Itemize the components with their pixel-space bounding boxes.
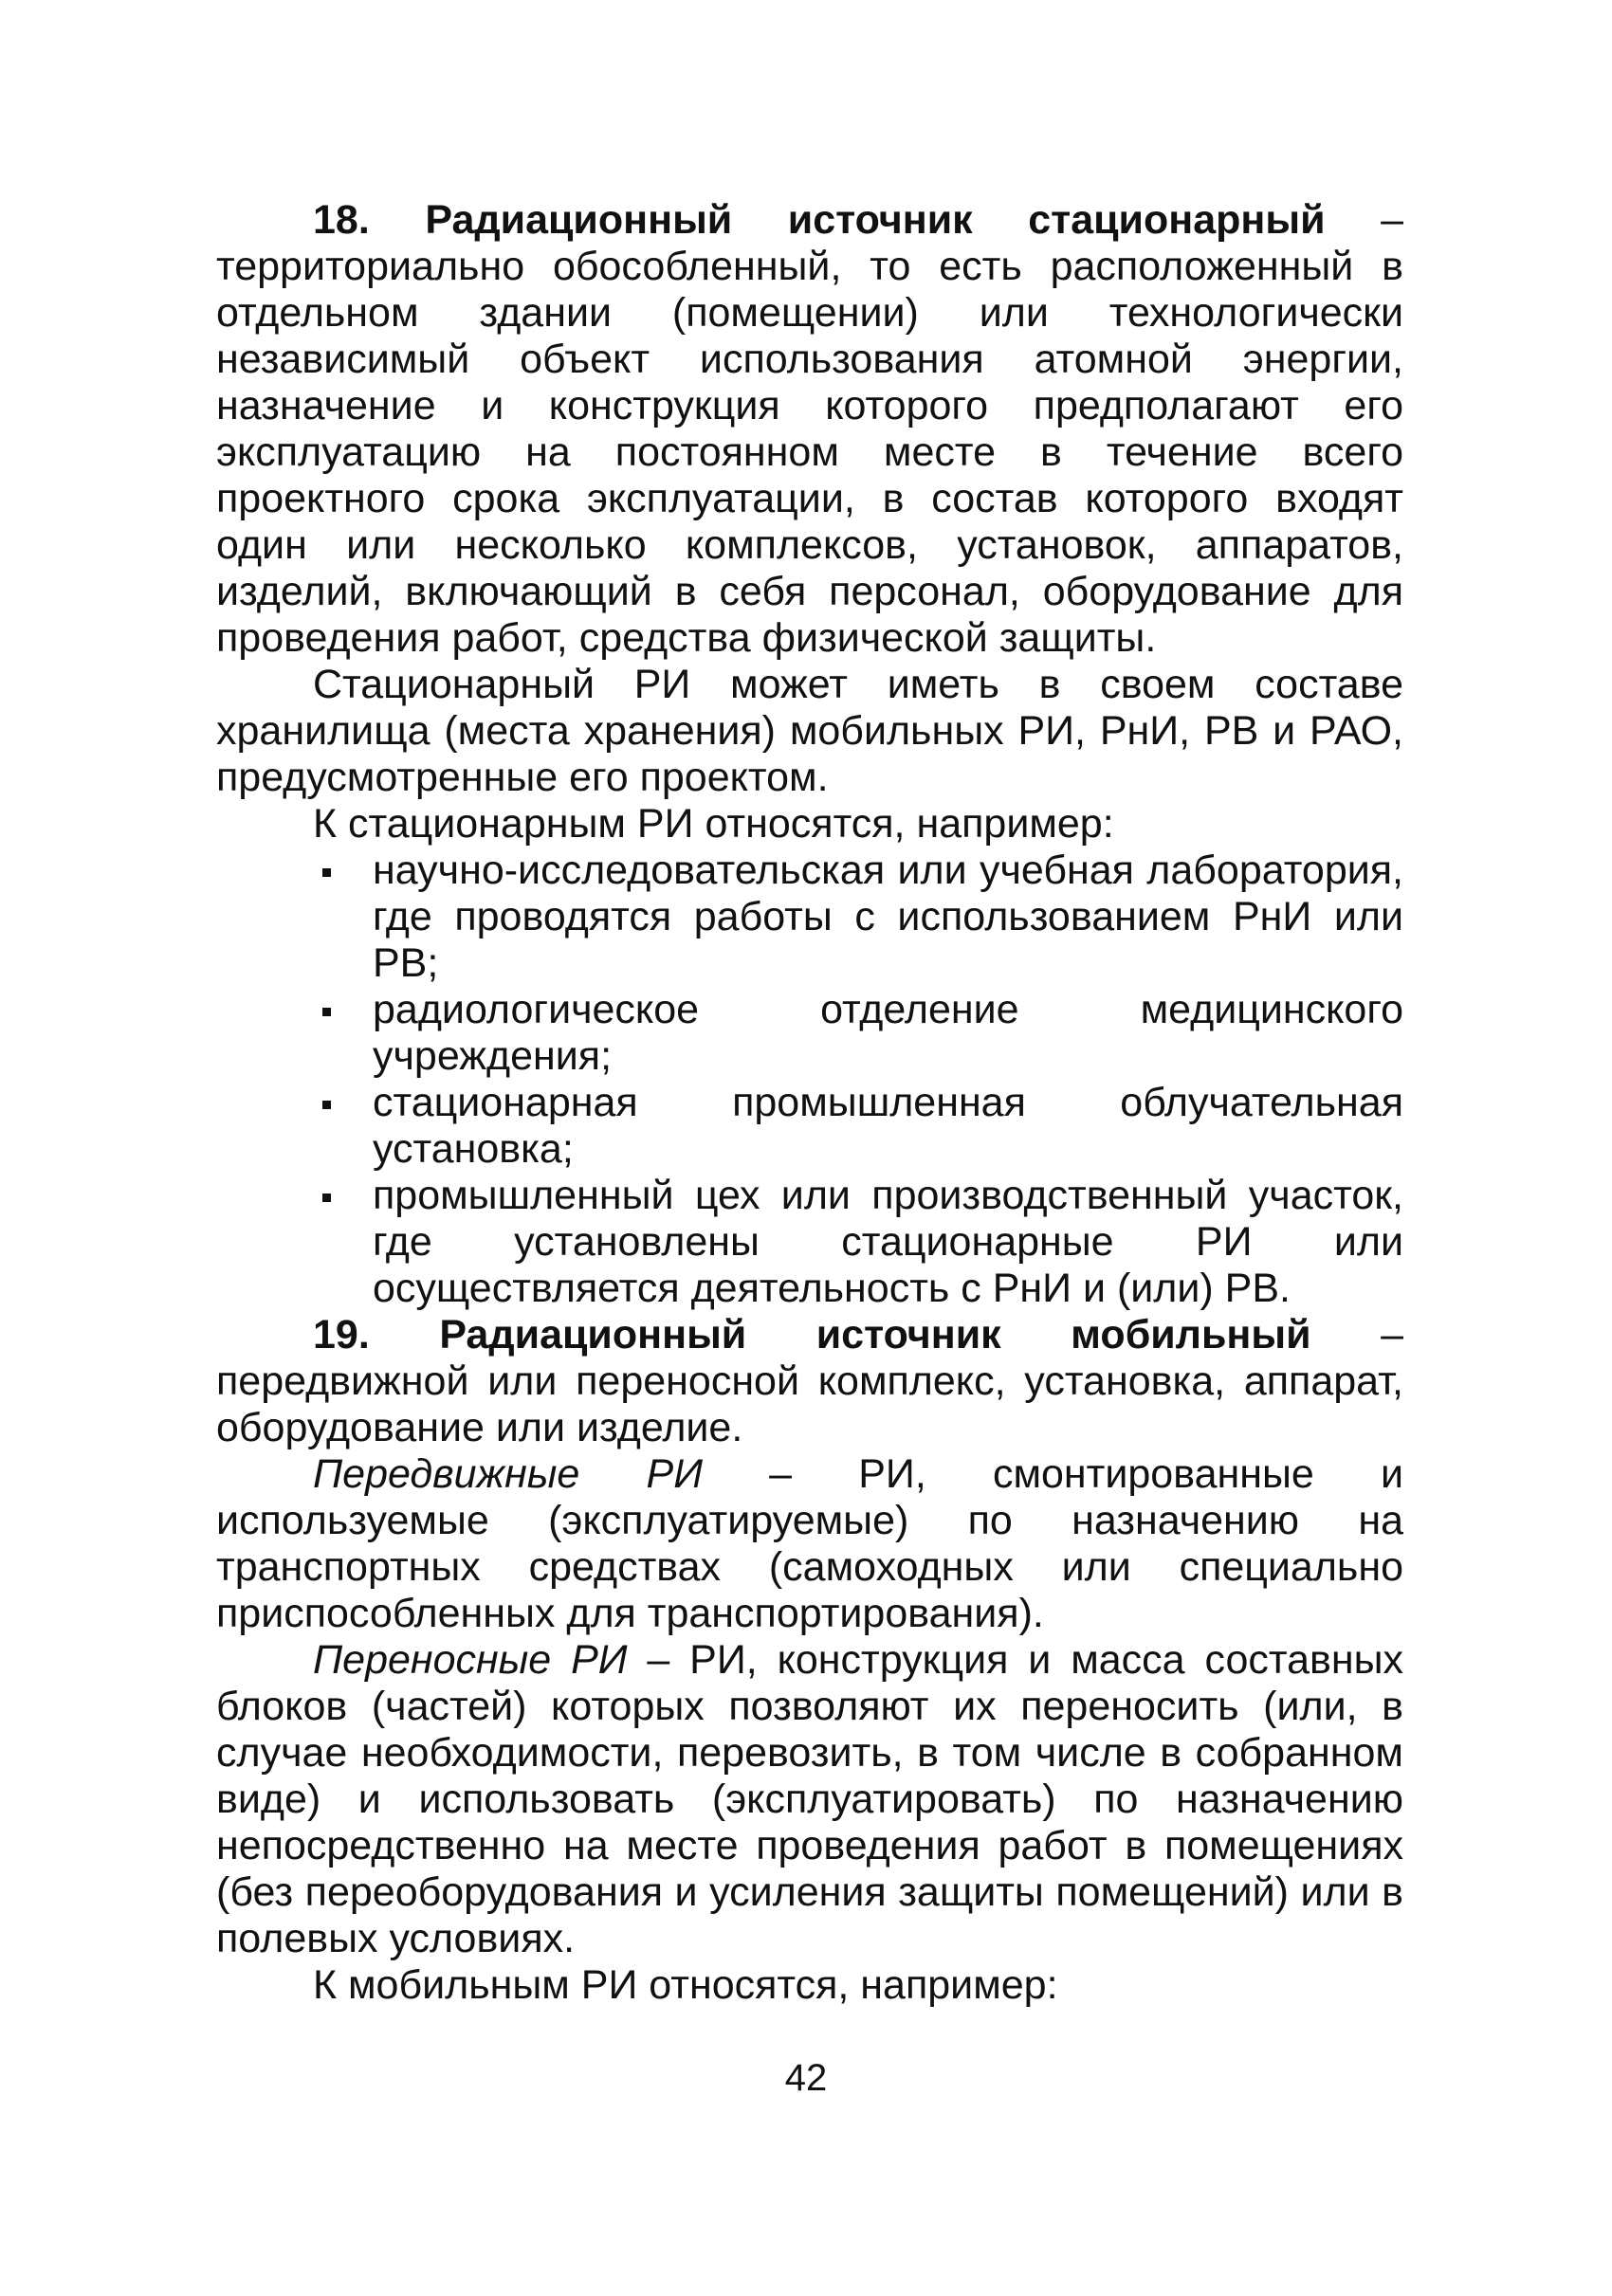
section-18-stationary-storage: Стационарный РИ может иметь в своем составе хранилища (места хранения) мобильных РИ, РнИ, РВ и РАО, предусмотренные его проектом. xyxy=(216,662,1403,800)
list-item-text: промышленный цех или производственный участок, где установлены стационарные РИ или осуществляется деятельность с РнИ и (или) РВ. xyxy=(373,1173,1403,1311)
section-18-list-intro: К стационарным РИ относятся, например: xyxy=(313,801,1114,847)
section-19-number: 19. xyxy=(313,1312,370,1358)
mobile-ri-term: Передвижные РИ xyxy=(313,1451,703,1497)
portable-ri-paragraph xyxy=(216,1637,1403,1962)
portable-ri-definition: – РИ, конструкция и масса составных блоков (частей) которых позволяют их переносить (или, в случае необходимости, перевозить, в том числе в собранном виде) и использовать (эксплуатировать) по назначению непосредственно на месте проведения работ в помещениях (без переоборудования и усиления защиты помещений) или в полевых условиях. xyxy=(216,1637,1403,1961)
bullet-icon xyxy=(322,868,331,877)
list-item xyxy=(216,1173,1403,1312)
portable-ri-term: Переносные РИ xyxy=(313,1637,628,1683)
section-19-paragraph xyxy=(216,1312,1403,1451)
section-18-paragraph xyxy=(216,197,1403,662)
section-19-list-intro: К мобильным РИ относятся, например: xyxy=(313,1962,1058,2008)
stationary-examples-list xyxy=(216,847,1403,1312)
mobile-ri-paragraph xyxy=(216,1451,1403,1637)
list-item xyxy=(216,847,1403,987)
list-item xyxy=(216,1080,1403,1173)
list-item-text: радиологическое отделение медицинского учреждения; xyxy=(373,987,1403,1079)
section-19-definition: – передвижной или переносной комплекс, установка, аппарат, оборудование или изделие. xyxy=(216,1312,1403,1450)
page-number: 42 xyxy=(784,2057,828,2099)
section-18-number: 18. xyxy=(313,197,370,243)
page-body xyxy=(216,197,1403,2009)
section-18-definition: – территориально обособленный, то есть расположенный в отдельном здании (помещении) или технологически независимый объект использования атомной энергии, назначение и конструкция которого предполагают его эксплуатацию на постоянном месте в течение всего проектного срока эксплуатации, в состав которого входят один или несколько комплексов, установок, аппаратов, изделий, включающий в себя персонал, оборудование для проведения работ, средства физической защиты. xyxy=(216,197,1403,661)
list-item xyxy=(216,987,1403,1080)
list-item-text: научно-исследовательская или учебная лаборатория, где проводятся работы с использованием РнИ или РВ; xyxy=(373,847,1403,986)
list-item-text: стационарная промышленная облучательная установка; xyxy=(373,1080,1403,1172)
mobile-ri-definition: – РИ, смонтированные и используемые (эксплуатируемые) по назначению на транспортных средствах (самоходных или специально приспособленных для транспортирования). xyxy=(216,1451,1403,1636)
section-18-term: Радиационный источник стационарный xyxy=(425,197,1326,243)
bullet-icon xyxy=(322,1008,331,1016)
bullet-icon xyxy=(322,1194,331,1202)
section-19-term: Радиационный источник мобильный xyxy=(439,1312,1311,1358)
bullet-icon xyxy=(322,1101,331,1109)
